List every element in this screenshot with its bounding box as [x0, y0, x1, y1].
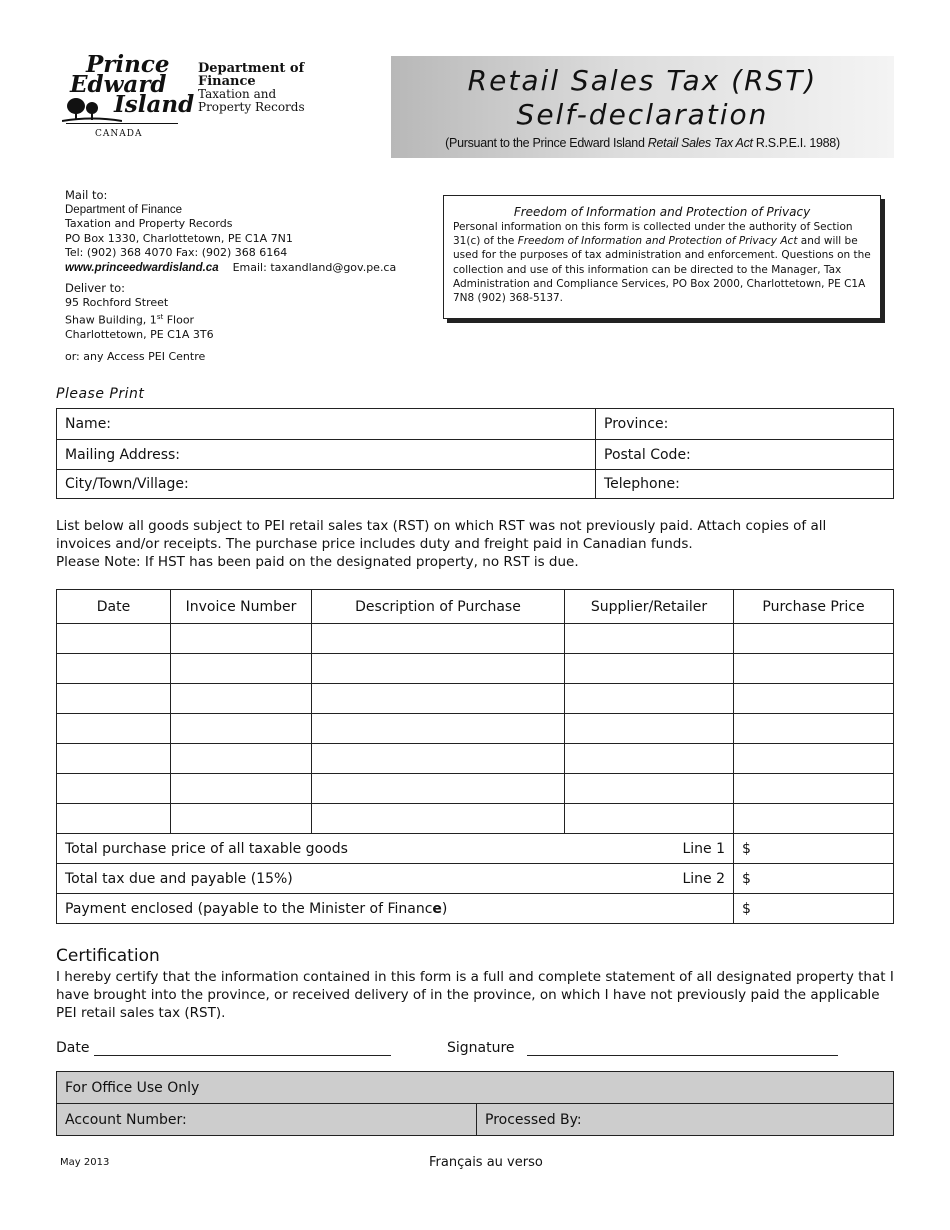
table-row	[57, 714, 894, 744]
table-row	[57, 744, 894, 774]
col-invoice-number: Invoice Number	[171, 590, 312, 624]
privacy-text: Personal information on this form is collected under the authority of Section 31(c) of the Freedom of Information and Protection of Privacy Act and will be used for the purposes of tax administration and enforcement. Questions on the collection and use of this information can be directed to the Manager, Tax Administration and Compliance Services, PO Box 2000, Charlottetown, PE C1A 7N8 (902) 368-5137.	[453, 221, 871, 305]
certification-text: I hereby certify that the information contained in this form is a full and complete statement of all designated property that I have brought into the province, or received delivery of in the province, on which I have not previously paid the applicable PEI retail sales tax (RST).	[56, 969, 894, 1021]
col-description: Description of Purchase	[312, 590, 565, 624]
payment-row	[57, 894, 894, 924]
telephone-field[interactable]: Telephone:	[596, 470, 894, 499]
authority-note: (Pursuant to the Prince Edward Island Retail Sales Tax Act R.S.P.E.I. 1988)	[445, 136, 840, 150]
col-purchase-price: Purchase Price	[734, 590, 894, 624]
signature-line[interactable]	[527, 1055, 838, 1056]
certification-heading: Certification	[56, 946, 160, 966]
french-version-note: Français au verso	[429, 1155, 543, 1170]
mailing-address-field[interactable]: Mailing Address:	[57, 440, 596, 470]
province-field[interactable]: Province:	[596, 409, 894, 440]
logo-canada: CANADA	[95, 129, 143, 139]
col-supplier: Supplier/Retailer	[565, 590, 734, 624]
line2-amount[interactable]: $	[734, 864, 894, 894]
deliver-to-block: Deliver to: 95 Rochford Street Shaw Building, 1st Floor Charlottetown, PE C1A 3T6 or: any Access PEI Centre	[65, 281, 214, 363]
title-banner	[391, 56, 894, 158]
line1-amount[interactable]: $	[734, 834, 894, 864]
form-title: Retail Sales Tax (RST)	[467, 64, 818, 97]
please-print-label: Please Print	[56, 386, 145, 402]
logo-island: Island	[114, 91, 195, 118]
signature-label: Signature	[447, 1040, 515, 1056]
website-link[interactable]: www.princeedwardisland.ca	[65, 261, 219, 274]
name-field[interactable]: Name:	[57, 409, 596, 440]
total-purchase-row	[57, 834, 894, 864]
table-row	[57, 684, 894, 714]
form-subtitle: Self-declaration	[516, 98, 769, 131]
total-purchase-label: Total purchase price of all taxable goods	[65, 840, 348, 857]
processed-by-field: Processed By:	[477, 1104, 894, 1136]
office-use-table	[56, 1071, 894, 1136]
tree-icon	[62, 94, 122, 124]
line1-label: Line 1	[682, 840, 725, 857]
purchases-table	[56, 589, 894, 924]
table-row	[57, 804, 894, 834]
payment-amount[interactable]: $	[734, 894, 894, 924]
postal-code-field[interactable]: Postal Code:	[596, 440, 894, 470]
line2-label: Line 2	[682, 870, 725, 887]
privacy-notice	[443, 195, 881, 319]
city-field[interactable]: City/Town/Village:	[57, 470, 596, 499]
purchases-header-row	[57, 590, 894, 624]
instructions: List below all goods subject to PEI retail sales tax (RST) on which RST was not previously paid. Attach copies of all invoices and/or receipts. The purchase price includes duty and freight paid in Canadian funds. Please Note: If HST has been paid on the designated property, no RST is due.	[56, 518, 827, 570]
table-row	[57, 774, 894, 804]
pei-logo	[62, 51, 195, 142]
logo-prince: Prince	[86, 51, 170, 78]
form-date: May 2013	[60, 1157, 110, 1168]
privacy-heading: Freedom of Information and Protection of Privacy	[513, 205, 811, 219]
date-line[interactable]	[94, 1055, 391, 1056]
date-label: Date	[56, 1040, 90, 1056]
email-link[interactable]: Email: taxandland@gov.pe.ca	[232, 260, 397, 274]
applicant-info-table	[56, 408, 894, 499]
table-row	[57, 654, 894, 684]
total-tax-row	[57, 864, 894, 894]
table-row	[57, 624, 894, 654]
total-tax-label: Total tax due and payable (15%)	[65, 870, 293, 887]
mail-to-block: Mail to: Department of Finance Taxation and Property Records PO Box 1330, Charlottetown, PE C1A 7N1 Tel: (902) 368 4070 Fax: (902) 368 6164 www.princeedwardisland.ca Email: taxandland@gov.pe.ca	[65, 188, 397, 274]
account-number-field: Account Number:	[57, 1104, 477, 1136]
office-use-heading: For Office Use Only	[57, 1072, 894, 1104]
department-name: Department of Finance Taxation and Property Records	[198, 61, 305, 114]
payment-label: Payment enclosed (payable to the Minister of Finance)	[57, 894, 734, 924]
logo-edward: Edward	[70, 71, 167, 98]
col-date: Date	[57, 590, 171, 624]
